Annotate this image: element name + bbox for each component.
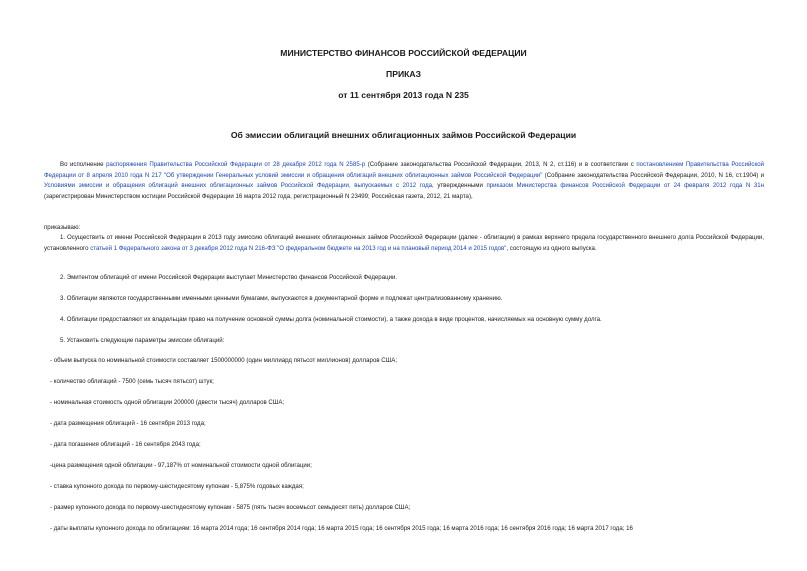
link-rasporyazhenie-2585r[interactable]: распоряжения Правительства Российской Федерации от 28 декабря 2012 года N 2585-р bbox=[106, 161, 366, 168]
preamble-paragraph bbox=[44, 160, 764, 202]
preamble-text-2: (Собрание законодательства Российской Федерации, 2013, N 2, ст.116) и в соответствии с bbox=[365, 161, 637, 168]
item-2-paragraph: 2. Эмитентом облигаций от имени Российской Федерации выступает Министерство финансов Российской Федерации. bbox=[60, 274, 398, 281]
preamble-text-1: Во исполнение bbox=[60, 161, 107, 168]
ministry-heading: МИНИСТЕРСТВО ФИНАНСОВ РОССИЙСКОЙ ФЕДЕРАЦИИ bbox=[280, 48, 527, 58]
param-coupon-rate: - ставка купонного дохода по первому-шестидесятому купонам - 5,875% годовых каждая; bbox=[50, 483, 304, 490]
param-placement-price: -цена размещения одной облигации - 97,187% от номинальной стоимости одной облигации; bbox=[50, 462, 312, 469]
item-3-paragraph: 3. Облигации являются государственными именными ценными бумагами, выпускаются в документарной форме и подлежат централизованному хранению. bbox=[60, 295, 503, 302]
link-postanovlenie-217[interactable]: постановлением Правительства Российской Федерации от 8 апреля 2010 года N 217 "Об утверждении Генеральных условий эмиссии и обращения облигаций внешних облигационных займов Российской Федерации" bbox=[44, 161, 764, 179]
param-nominal-value: - номинальная стоимость одной облигации 200000 (двести тысяч) долларов США; bbox=[50, 399, 285, 406]
param-coupon-dates: - даты выплаты купонного дохода по облигациям: 16 марта 2014 года; 16 сентября 2014 года; 16 марта 2015 года; 16 сентября 2015 года; 16 марта 2016 года; 16 сентября 2016 года; 16 марта 2017 года; 16 bbox=[50, 525, 633, 532]
item-1-text-1: 1. Осуществить от имени Российской Федерации в 2013 году эмиссию облигаций внешних облигационных займов Российской Федерации (далее - облигации) в рамках верхнего предела государственного внешнего долга Российской Федерации, установленного bbox=[44, 234, 764, 252]
doc-date-heading: от 11 сентября 2013 года N 235 bbox=[338, 90, 469, 100]
param-coupon-amount: - размер купонного дохода по первому-шестидесятому купонам - 5875 (пять тысяч восемьсот семьдесят пять) долларов США; bbox=[50, 504, 411, 511]
doc-type-heading: ПРИКАЗ bbox=[386, 69, 421, 79]
preamble-text-3: (Собрание законодательства Российской Федерации, 2010, N 16, ст.1904) и bbox=[542, 171, 764, 179]
doc-subject-heading: Об эмиссии облигаций внешних облигационных займов Российской Федерации bbox=[230, 130, 577, 140]
param-volume: - объем выпуска по номинальной стоимости составляет 1500000000 (один миллиард пятьсот миллионов) долларов США; bbox=[50, 357, 398, 364]
link-federal-law-216fz[interactable]: статьей 1 Федерального закона от 3 декабря 2012 года N 216-ФЗ "О федеральном бюджете на 2013 год и на плановый период 2014 и 2015 годов" bbox=[90, 244, 507, 252]
orders-label: приказываю: bbox=[44, 224, 81, 231]
item-5-paragraph: 5. Установить следующие параметры эмиссии облигаций: bbox=[60, 337, 225, 344]
param-quantity: - количество облигаций - 7500 (семь тысяч пятьсот) штук; bbox=[50, 378, 214, 385]
param-maturity-date: - дата погашения облигаций - 16 сентября 2043 года; bbox=[50, 441, 201, 448]
item-4-paragraph: 4. Облигации предоставляют их владельцам право на получение основной суммы долга (номинальной стоимости), а также дохода в виде процентов, начисляемых на основную сумму долга. bbox=[60, 316, 602, 323]
item-1-text-2: , состоящую из одного выпуска. bbox=[506, 244, 597, 252]
preamble-text-5: (зарегистрирован Министерством юстиции Российской Федерации 16 марта 2012 года, регистрационный N 23499; Российская газета, 2012, 21 марта), bbox=[44, 192, 473, 200]
link-prikaz-31n[interactable]: приказом Министерства финансов Российской Федерации от 24 февраля 2012 года N 31н bbox=[486, 182, 764, 190]
link-usloviya-emissii[interactable]: Условиями эмиссии и обращения облигаций внешних облигационных займов Российской Федерации, выпускаемых с 2012 года bbox=[44, 182, 433, 190]
preamble-text-4: , утвержденными bbox=[432, 182, 487, 190]
item-1-paragraph bbox=[44, 233, 764, 254]
param-placement-date: - дата размещения облигаций - 16 сентября 2013 года; bbox=[50, 420, 206, 427]
